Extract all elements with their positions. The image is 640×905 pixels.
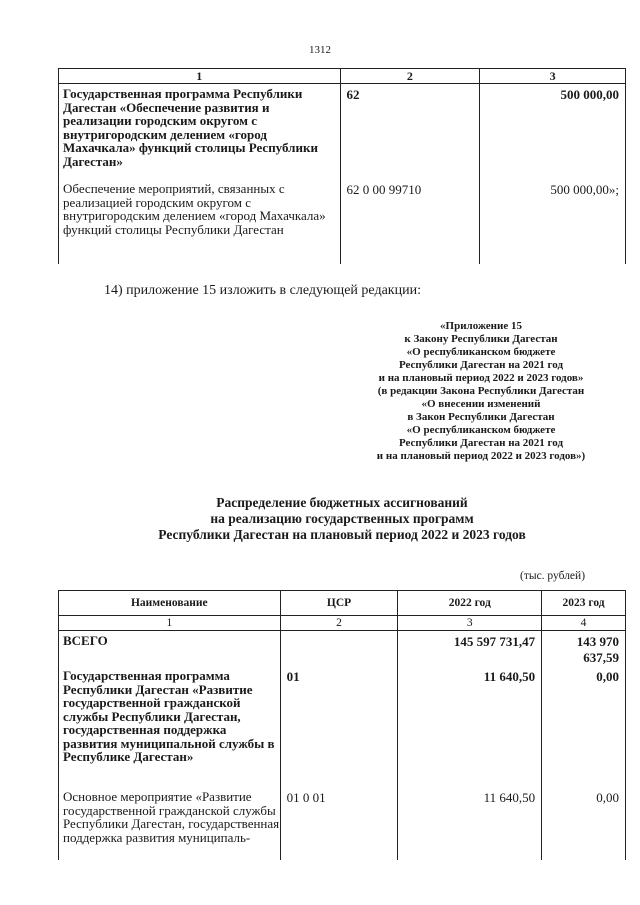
document-title bbox=[58, 495, 626, 543]
row-2023: 143 970 637,59 bbox=[542, 631, 626, 667]
table-header-row bbox=[59, 591, 626, 616]
col-header-2022: 2022 год bbox=[398, 591, 542, 616]
appendix-header bbox=[356, 320, 606, 463]
row-amount: 500 000,00»; bbox=[480, 179, 626, 264]
row-2022: 11 640,50 bbox=[398, 666, 542, 787]
paragraph-text: 14) приложение 15 изложить в следующей редакции: bbox=[104, 283, 421, 298]
col-header-3: 3 bbox=[480, 69, 626, 84]
row-code: 01 0 01 bbox=[280, 787, 398, 860]
appendix-line: (в редакции Закона Республики Дагестан bbox=[377, 385, 585, 397]
title-line: Распределение бюджетных ассигнований bbox=[216, 495, 468, 510]
row-name: Государственная программа Республики Дагестан «Развитие государственной гражданской службы Республики Дагестан, государственная поддержка развития муниципальной службы в Республике Дагестан» bbox=[59, 666, 281, 787]
table-row bbox=[59, 666, 626, 787]
row-2023: 0,00 bbox=[542, 787, 626, 860]
row-2023: 0,00 bbox=[542, 666, 626, 787]
appendix-line: и на плановый период 2022 и 2023 годов») bbox=[376, 450, 586, 462]
appendix-line: «О республиканском бюджете bbox=[406, 424, 556, 436]
appendix-line: в Закон Республики Дагестан bbox=[407, 411, 555, 423]
col-header-name: Наименование bbox=[59, 591, 281, 616]
col-header-2: 2 bbox=[340, 69, 480, 84]
row-code bbox=[280, 631, 398, 667]
col-number: 4 bbox=[542, 616, 626, 631]
appendix-line: «О внесении изменений bbox=[421, 398, 541, 410]
table-row bbox=[59, 84, 626, 180]
col-number: 2 bbox=[280, 616, 398, 631]
col-number: 1 bbox=[59, 616, 281, 631]
row-2022: 11 640,50 bbox=[398, 787, 542, 860]
appendix-line: к Закону Республики Дагестан bbox=[404, 333, 558, 345]
page-number: 1312 bbox=[309, 44, 331, 56]
row-amount: 500 000,00 bbox=[480, 84, 626, 180]
title-line: Республики Дагестан на плановый период 2022 и 2023 годов bbox=[158, 527, 526, 542]
title-line: на реализацию государственных программ bbox=[210, 511, 474, 526]
row-name: Обеспечение мероприятий, связанных с реализацией городским округом с внутригородским делением «город Махачкала» функций столицы Республики Дагестан bbox=[59, 179, 341, 264]
units-label: (тыс. рублей) bbox=[520, 570, 586, 582]
col-header-2023: 2023 год bbox=[542, 591, 626, 616]
row-name: Основное мероприятие «Развитие государственной гражданской службы Республики Дагестан, государственная поддержка развития муниципаль- bbox=[59, 787, 281, 860]
appendix-line: «Приложение 15 bbox=[440, 320, 522, 332]
row-name: ВСЕГО bbox=[59, 631, 281, 667]
col-header-1: 1 bbox=[59, 69, 341, 84]
table-row bbox=[59, 787, 626, 860]
row-code: 62 bbox=[340, 84, 480, 180]
col-number: 3 bbox=[398, 616, 542, 631]
row-code: 62 0 00 99710 bbox=[340, 179, 480, 264]
table-row bbox=[59, 179, 626, 264]
appendix-line: Республики Дагестан на 2021 год bbox=[398, 359, 564, 371]
row-code: 01 bbox=[280, 666, 398, 787]
row-2022: 145 597 731,47 bbox=[398, 631, 542, 667]
col-header-csr: ЦСР bbox=[280, 591, 398, 616]
table-row bbox=[59, 631, 626, 667]
table-number-row bbox=[59, 616, 626, 631]
table-budget bbox=[58, 590, 626, 860]
appendix-line: «О республиканском бюджете bbox=[406, 346, 556, 358]
appendix-line: и на плановый период 2022 и 2023 годов» bbox=[378, 372, 584, 384]
appendix-line: Республики Дагестан на 2021 год bbox=[398, 437, 564, 449]
row-name: Государственная программа Республики Дагестан «Обеспечение развития и реализации городским округом с внутригородским делением «город Махачкала» функций столицы Республики Дагестан» bbox=[59, 84, 341, 180]
table-top bbox=[58, 68, 626, 264]
table-header-row bbox=[59, 69, 626, 84]
